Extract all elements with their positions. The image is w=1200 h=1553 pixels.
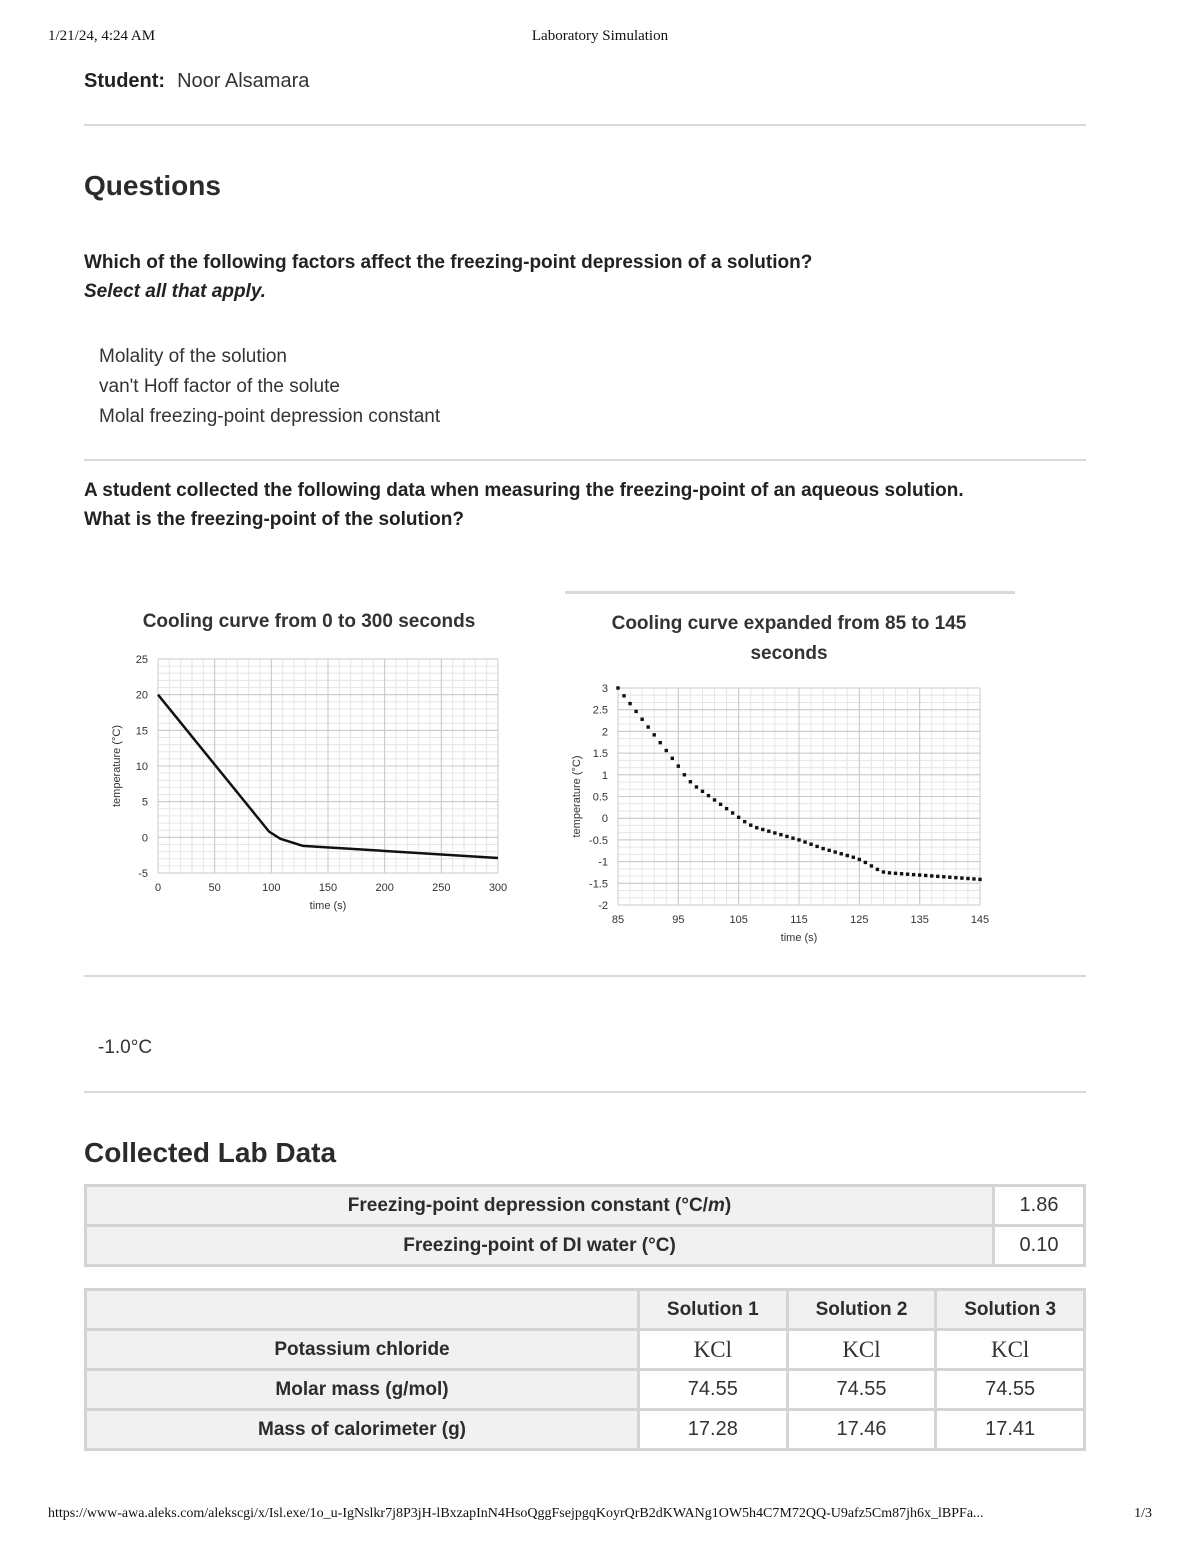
print-header [48,28,1152,48]
x-axis-label: time (s) [309,900,347,912]
divider [84,975,1086,977]
data-point [821,847,824,850]
data-point [894,872,897,875]
cell: KCl [639,1330,788,1370]
print-title: Laboratory Simulation [531,28,669,44]
water-freezing-value: 0.10 [994,1226,1085,1266]
data-point [912,873,915,876]
data-point [616,686,619,689]
data-point [755,826,758,829]
print-footer [48,1506,1152,1526]
table-row [86,1226,1085,1266]
data-point [797,838,800,841]
data-point [966,877,969,880]
x-tick-label: 300 [488,882,508,894]
cell: 74.55 [787,1370,936,1410]
data-point [954,876,957,879]
data-point [640,718,643,721]
divider [84,459,1086,461]
divider [84,1091,1086,1093]
data-point [695,785,698,788]
y-axis-label: temperature (°C) [571,755,583,838]
data-point [827,849,830,852]
table-header-row [86,1290,1085,1330]
data-point [767,830,770,833]
data-point [936,875,939,878]
y-tick-label: -2 [598,900,608,912]
student-label: Student: [84,70,166,92]
x-tick-label: 200 [375,882,394,894]
data-point [707,794,710,797]
data-point [773,831,776,834]
cell: 17.46 [787,1410,936,1450]
y-tick-label: 2 [601,726,608,739]
y-tick-label: -5 [138,868,148,880]
print-url: https://www-awa.aleks.com/alekscgi/x/Isl.exe/1o_u-IgNslkr7j8P3jH-lBxzapInN4HsoQggFsejpgqKoyrQrB2dKWANg1OW5h4C7M72QQ-U9afz5Cm87jh6x_lBPFa... [48,1506,984,1521]
questions-heading: Questions [84,170,221,201]
data-point [659,741,662,744]
question-1-options [99,342,440,432]
page-number: 1/3 [1134,1506,1152,1521]
constant-label: Freezing-point depression constant (°C/m) [86,1186,994,1226]
y-tick-label: 1 [601,769,608,782]
x-tick-label: 150 [318,882,338,894]
y-tick-label: 5 [141,796,148,809]
x-tick-label: 100 [262,882,281,894]
row-label: Molar mass (g/mol) [86,1370,639,1410]
header-solution-3: Solution 3 [936,1290,1085,1330]
option-vant-hoff: van't Hoff factor of the solute [99,376,340,397]
row-label: Potassium chloride [86,1330,639,1370]
data-point [888,871,891,874]
chart-2-top-rule [565,591,1015,594]
y-tick-label: 20 [135,689,148,702]
solutions-table [84,1288,1086,1451]
data-point [840,852,843,855]
data-point [960,876,963,879]
chart-2-expanded-cooling-curve [571,678,1000,948]
y-tick-label: 10 [135,761,148,773]
option-molal-constant: Molal freezing-point depression constant [99,406,441,427]
data-point [665,749,668,752]
header-solution-2: Solution 2 [787,1290,936,1330]
question-1-text: Which of the following factors affect the freezing-point depression of a solution? [84,252,813,273]
data-point [725,807,728,810]
data-point [628,702,631,705]
x-tick-label: 250 [432,882,451,894]
y-tick-label: 0.5 [592,791,608,804]
table-row [86,1410,1085,1450]
x-tick-label: 125 [850,914,869,926]
y-tick-label: -1 [598,856,608,869]
question-2 [84,476,1086,534]
data-point [713,798,716,801]
chart-1-cooling-curve [100,645,520,920]
data-point [924,874,927,877]
answer-freezing-point: -1.0°C [98,1037,153,1058]
student-name: Noor Alsamara [177,70,310,92]
option-molality: Molality of the solution [99,346,287,367]
cell: KCl [787,1330,936,1370]
water-freezing-label: Freezing-point of DI water (°C) [86,1226,994,1266]
question-2-line-2: What is the freezing-point of the solution? [84,509,464,530]
data-point [689,780,692,783]
y-tick-label: -1.5 [589,878,608,891]
data-point [731,811,734,814]
data-point [834,850,837,853]
y-tick-label: 3 [601,683,608,695]
data-point [846,854,849,857]
y-tick-label: 0 [601,813,608,826]
y-tick-label: -0.5 [589,834,608,847]
data-point [900,872,903,875]
x-tick-label: 115 [790,914,808,926]
data-point [864,861,867,864]
question-2-line-1: A student collected the following data when measuring the freezing-point of an aqueous solution. [84,480,964,501]
data-point [749,823,752,826]
x-tick-label: 95 [672,914,685,926]
data-point [622,694,625,697]
x-tick-label: 105 [729,914,748,926]
x-tick-label: 145 [970,914,990,926]
constant-value: 1.86 [994,1186,1085,1226]
cell: 17.28 [639,1410,788,1450]
data-point [683,773,686,776]
x-axis-label: time (s) [780,932,818,944]
x-tick-label: 50 [208,882,221,894]
x-tick-label: 135 [910,914,929,926]
data-point [646,725,649,728]
x-tick-label: 85 [611,914,625,926]
table-row [86,1186,1085,1226]
data-point [930,874,933,877]
data-point [815,845,818,848]
data-point [870,864,873,867]
cell: 74.55 [639,1370,788,1410]
x-tick-label: 0 [154,882,162,894]
data-point [719,803,722,806]
cell: 74.55 [936,1370,1085,1410]
chart-2-title: Cooling curve expanded from 85 to 145 seconds [611,613,967,664]
table-row [86,1370,1085,1410]
data-point [671,757,674,760]
header-solution-1: Solution 1 [639,1290,788,1330]
student-line [84,70,309,93]
data-point [809,843,812,846]
row-label: Mass of calorimeter (g) [86,1410,639,1450]
data-point [906,872,909,875]
constants-table [84,1184,1086,1267]
data-point [761,828,764,831]
data-point [653,733,656,736]
table-row [86,1330,1085,1370]
y-tick-label: 1.5 [592,748,608,761]
cell: 17.41 [936,1410,1085,1450]
data-point [791,836,794,839]
lab-data-heading: Collected Lab Data [84,1137,337,1168]
data-point [852,856,855,859]
data-point [743,820,746,823]
header-blank [86,1290,639,1330]
data-point [737,816,740,819]
data-point [701,790,704,793]
chart-1-title: Cooling curve from 0 to 300 seconds [142,611,476,632]
y-tick-label: 0 [141,832,148,845]
question-1-instruction: Select all that apply. [84,281,266,302]
y-tick-label: 15 [135,725,148,738]
data-point [803,840,806,843]
data-point [785,835,788,838]
data-point [858,858,861,861]
data-point [677,764,680,767]
y-axis-label: temperature (°C) [111,724,123,808]
question-1 [84,248,1086,306]
y-tick-label: 2.5 [592,704,608,717]
cell: KCl [936,1330,1085,1370]
data-point [978,878,981,881]
data-point [779,833,782,836]
data-point [972,877,975,880]
divider [84,124,1086,126]
data-point [634,710,637,713]
print-date: 1/21/24, 4:24 AM [48,28,156,44]
data-point [876,868,879,871]
data-point [918,873,921,876]
data-point [948,876,951,879]
data-point [882,870,885,873]
data-point [942,875,945,878]
y-tick-label: 25 [135,654,148,666]
